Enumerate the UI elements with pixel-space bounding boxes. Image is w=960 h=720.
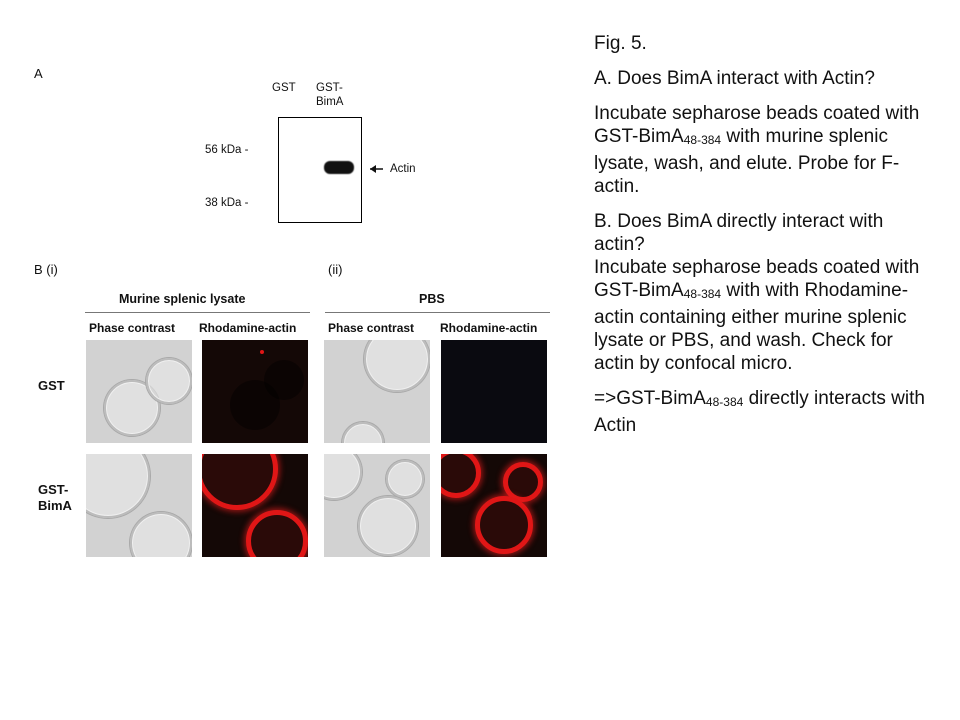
group-title-pbs: PBS [419,292,445,306]
marker-56-kda: 56 kDa - [205,144,249,156]
image-bima-pbs-rhodamine [441,454,547,557]
row-label-gst-bima-1: GST- [38,482,69,497]
row-label-gst-bima-2: BimA [38,498,72,513]
method-a: Incubate sepharose beads coated with GST-BimA$_{48-384}$ with murine splenic lysate, wash, and elute. Probe for F-actin. [594,103,920,197]
question-a: A. Does BimA interact with Actin? [594,68,875,89]
question-b: B. Does BimA directly interact with actin? [594,211,884,255]
fig-title: Fig. 5. [594,33,647,54]
col-header-phase-ii: Phase contrast [328,321,415,335]
lane-label-gst-bima-1: GST- [316,82,343,94]
image-bima-lysate-rhodamine [202,454,308,557]
group-divider-i [85,312,310,313]
image-gst-pbs-rhodamine [441,340,547,443]
col-header-phase-i: Phase contrast [89,321,176,335]
slide-text [594,32,934,437]
col-header-rhod-ii: Rhodamine-actin [440,321,538,335]
actin-band [324,161,354,174]
band-label-actin: Actin [390,163,416,175]
western-blot [278,117,362,223]
lane-label-gst: GST [272,82,296,94]
image-gst-pbs-phase [324,340,430,443]
image-bima-pbs-phase [324,454,430,557]
image-gst-lysate-phase [86,340,192,443]
method-b: Incubate sepharose beads coated with GST-BimA$_{48-384}$ with with Rhodamine-actin containing either murine splenic lysate or PBS, and wash. Check for actin by confocal micro. [594,257,920,374]
arrow-left-icon [369,163,385,175]
image-gst-lysate-rhodamine [202,340,308,443]
panel-a-label: A [34,66,43,81]
group-divider-ii [325,312,550,313]
panel-b-label-ii: (ii) [328,262,343,277]
col-header-rhod-i: Rhodamine-actin [199,321,297,335]
marker-38-kda: 38 kDa - [205,197,249,209]
image-bima-lysate-phase [86,454,192,557]
group-title-lysate: Murine splenic lysate [119,292,246,306]
conclusion: =>GST-BimA$_{48-384}$ directly interacts with Actin [594,388,925,436]
panel-b-label-i: B (i) [34,262,58,277]
lane-label-gst-bima-2: BimA [316,96,344,108]
row-label-gst: GST [38,378,65,393]
